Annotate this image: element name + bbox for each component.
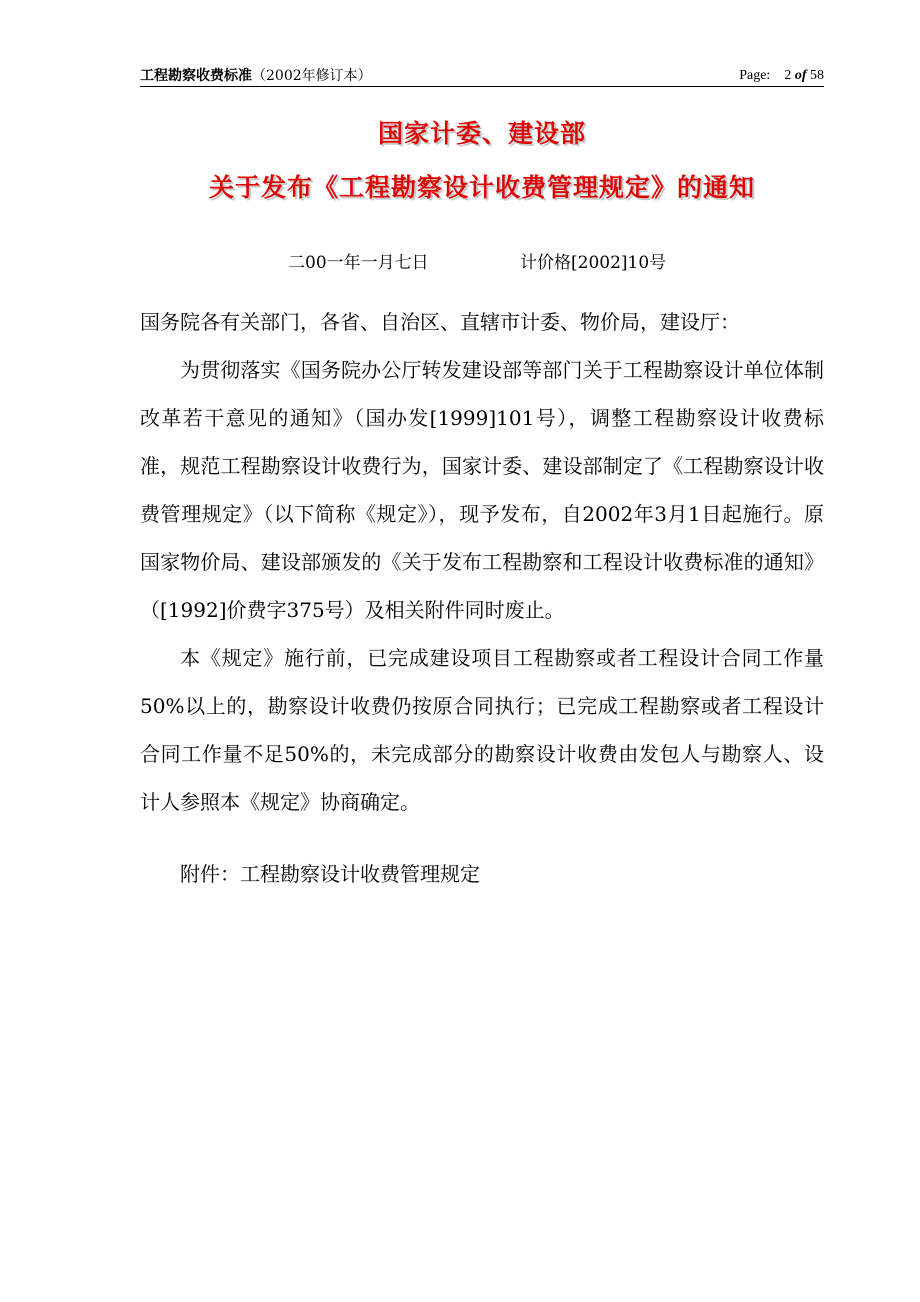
header-title-text: 工程勘察收费标准 [140,68,252,84]
attachment-line: 附件：工程勘察设计收费管理规定 [180,862,480,886]
page-of: of [794,68,807,83]
header-edition: （2002年修订本） [252,68,372,84]
document-number: 计价格[2002]10号 [520,253,667,273]
page-header [140,64,824,87]
header-doc-title [140,66,372,86]
title-line-2: 关于发布《工程勘察设计收费管理规定》的通知 [208,173,755,202]
page-total: 58 [810,68,824,83]
header-page-number [739,66,824,86]
paragraph-2: 本《规定》施行前，已完成建设项目工程勘察或者工程设计合同工作量50%以上的，勘察设计收费仍按原合同执行；已完成工程勘察或者工程设计合同工作量不足50%的，未完成部分的勘察设计收费由发包人与勘察人、设计人参照本《规定》协商确定。 [140,646,824,814]
issue-date: 二00一年一月七日 [288,253,429,273]
page-current: 2 [784,68,792,83]
paragraph-1: 为贯彻落实《国务院办公厅转发建设部等部门关于工程勘察设计单位体制改革若干意见的通知》（国办发[1999]101号），调整工程勘察设计收费标准，规范工程勘察设计收费行为，国家计委、建设部制定了《工程勘察设计收费管理规定》（以下简称《规定》），现予发布，自2002年3月1日起施行。原国家物价局、建设部颁发的《关于发布工程勘察和工程设计收费标准的通知》（[1992]价费字375号）及相关附件同时废止。 [140,358,824,622]
page-label: Page: [739,68,771,83]
salutation: 国务院各有关部门，各省、自治区、直辖市计委、物价局，建设厅： [140,310,740,334]
title-line-1: 国家计委、建设部 [377,119,586,148]
